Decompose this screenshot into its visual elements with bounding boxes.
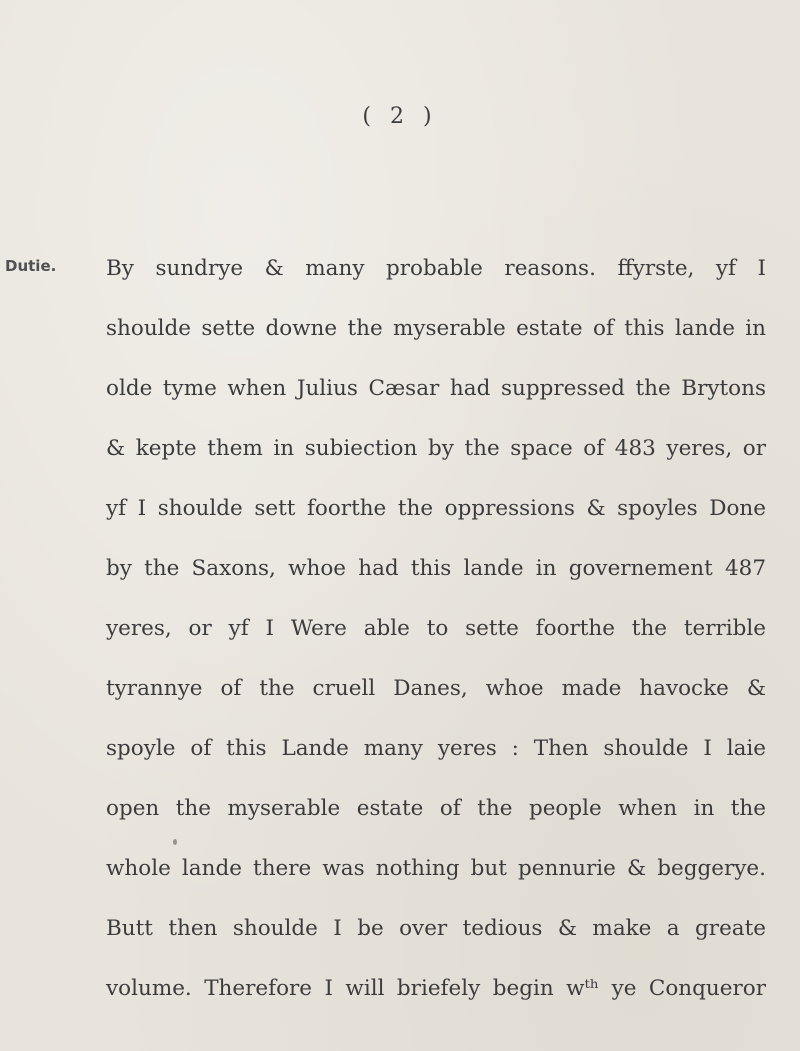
text-line: & kepte them in subiection by the space of 483 yeres, or [106, 436, 766, 461]
text-line: shoulde sette downe the myserable estate of this lande in [106, 316, 766, 341]
body-text [106, 250, 766, 1030]
text-line: spoyle of this Lande many yeres : Then shoulde I laie [106, 736, 766, 761]
text-line: Butt then shoulde I be over tedious & make a greate [106, 916, 766, 941]
text-line: By sundrye & many probable reasons. ffyrste, yf I [106, 256, 766, 281]
text-line: volume. Therefore I will briefely begin wᵗʰ ye Conqueror [106, 976, 766, 1001]
text-line: olde tyme when Julius Cæsar had suppressed the Brytons [106, 376, 766, 401]
text-line: whole lande there was nothing but pennurie & beggerye. [106, 856, 766, 881]
page-number: ( 2 ) [362, 104, 438, 129]
text-line: yeres, or yf I Were able to sette foorthe the terrible [106, 616, 766, 641]
margin-note: Dutie. [5, 257, 57, 275]
text-line: open the myserable estate of the people when in the [106, 796, 766, 821]
text-line: yf I shoulde sett foorthe the oppressions & spoyles Done [106, 496, 766, 521]
ink-spot [173, 839, 177, 845]
text-line: by the Saxons, whoe had this lande in governement 487 [106, 556, 766, 581]
text-line: tyrannye of the cruell Danes, whoe made havocke & [106, 676, 766, 701]
